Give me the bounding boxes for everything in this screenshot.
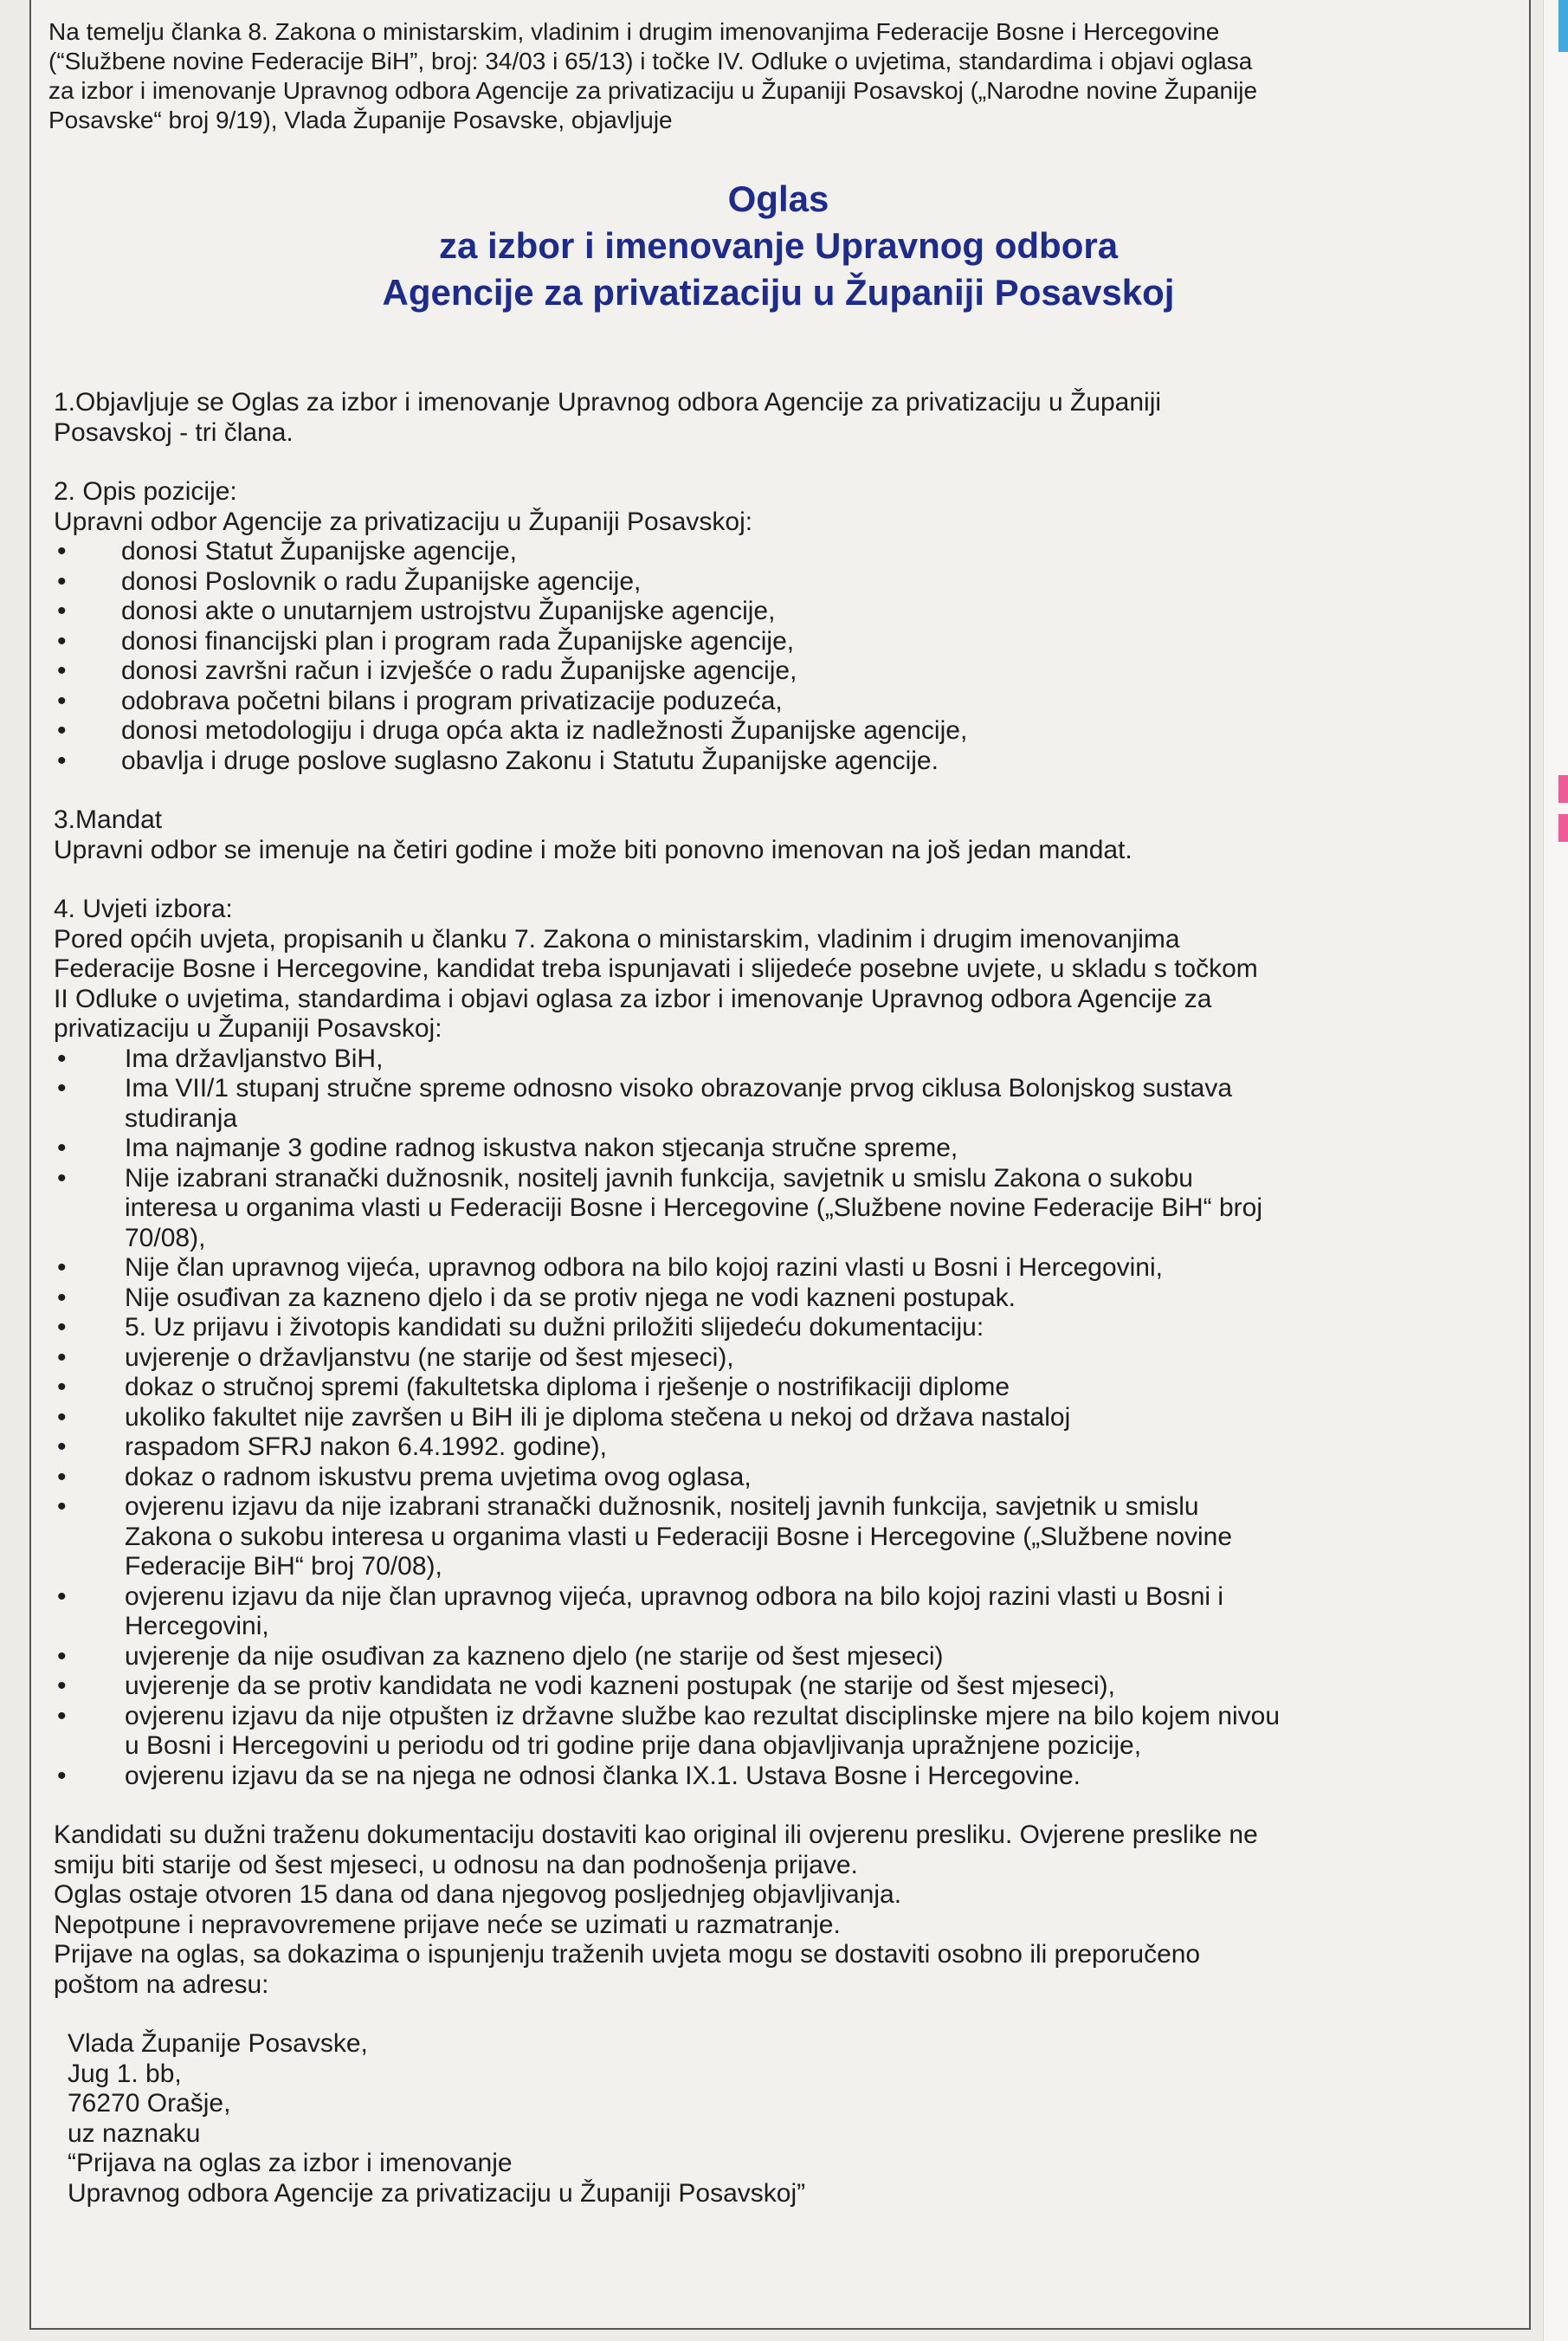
bullet: • (57, 716, 67, 745)
bullet: • (57, 1283, 67, 1312)
section-2-intro: Upravni odbor Agencije za privatizaciju u Županiji Posavskoj: (54, 507, 753, 536)
list-item-text: donosi Poslovnik o radu Županijske agencije, (121, 566, 642, 596)
list-item (54, 1432, 1526, 1463)
list-item-text: donosi metodologiju i druga opća akta iz nadležnosti Županijske agencije, (121, 716, 968, 745)
list-item-line: interesa u organima vlasti u Federaciji Bosne i Hercegovine („Službene novine Federacije BiH“ broj (125, 1193, 1262, 1222)
bullet: • (57, 566, 67, 596)
address-line: 76270 Orašje, (68, 2089, 231, 2118)
list-item-line: ovjerenu izjavu da se na njega ne odnosi članka IX.1. Ustava Bosne i Hercegovine. (125, 1761, 1081, 1790)
list-item-line: ukoliko fakultet nije završen u BiH ili je diploma stečena u nekoj od država nastaloj (125, 1402, 1071, 1432)
bullet: • (57, 686, 67, 715)
list-item (54, 597, 1526, 627)
closing-line: smiju biti starije od šest mjeseci, u odnosu na dan podnošenja prijave. (54, 1850, 858, 1879)
list-item (54, 1403, 1526, 1433)
intro-line: (“Službene novine Federacije BiH”, broj: 34/03 i 65/13) i točke IV. Odluke o uvjetima, standardima i objavi oglasa (48, 48, 1253, 74)
list-item (54, 1074, 1526, 1134)
duties-list (54, 537, 1526, 776)
intro-line: Posavske“ broj 9/19), Vlada Županije Posavske, objavljuje (48, 107, 673, 133)
title-line: Oglas (727, 178, 829, 219)
list-item-line: Nije osuđivan za kazneno djelo i da se protiv njega ne vodi kazneni postupak. (125, 1283, 1016, 1312)
list-item (54, 1582, 1526, 1642)
list-item-line: Ima VII/1 stupanj stručne spreme odnosno visoko obrazovanje prvog ciklusa Bolonjskog sustava (125, 1074, 1233, 1103)
list-item-line: Nije izabrani stranački dužnosnik, nositelj javnih funkcija, savjetnik u smislu Zakona o sukobu (125, 1163, 1193, 1193)
notice-body (54, 388, 1526, 2208)
bullet: • (57, 1462, 67, 1491)
section-4-line: Federacije Bosne i Hercegovine, kandidat treba ispunjavati i slijedeće posebne uvjete, u skladu s točkom (54, 954, 1258, 983)
bullet: • (57, 1402, 67, 1432)
section-4-line: II Odluke o uvjetima, standardima i objavi oglasa za izbor i imenovanje Upravnog odbora Agencije za (54, 984, 1212, 1013)
intro-line: Na temelju članka 8. Zakona o ministarskim, vladinim i drugim imenovanjima Federacije Bosne i Hercegovine (48, 18, 1220, 45)
section-2 (54, 477, 1526, 776)
title-line: za izbor i imenovanje Upravnog odbora (438, 225, 1119, 266)
address-line: Upravnog odbora Agencije za privatizaciju u Županiji Posavskoj” (68, 2178, 806, 2208)
list-item-line: uvjerenje o državljanstvu (ne starije od šest mjeseci), (125, 1342, 734, 1372)
list-item (54, 1672, 1526, 1702)
list-item (54, 1642, 1526, 1672)
closing-line: Nepotpune i nepravovremene prijave neće se uzimati u razmatranje. (54, 1910, 841, 1939)
color-tab-pink (1558, 775, 1568, 803)
list-item (54, 656, 1526, 687)
list-item (54, 1164, 1526, 1254)
bullet: • (57, 1641, 67, 1671)
section-4-line: Pored općih uvjeta, propisanih u članku 7. Zakona o ministarskim, vladinim i drugim imenovanjima (54, 924, 1180, 954)
section-4-line: privatizaciju u Županiji Posavskoj: (54, 1014, 442, 1043)
closing-paragraph (54, 1820, 1526, 2000)
closing-line: Prijave na oglas, sa dokazima o ispunjenju traženih uvjeta mogu se dostaviti osobno ili preporučeno (54, 1940, 1201, 1969)
list-item-text: odobrava početni bilans i program privatizacije poduzeća, (121, 686, 783, 715)
list-item-line: Ima državljanstvo BiH, (125, 1044, 384, 1073)
list-item-line: studiranja (125, 1103, 238, 1133)
address-line: uz naznaku (68, 2118, 201, 2148)
list-item (54, 537, 1526, 567)
bullet: • (57, 597, 67, 625)
bullet: • (57, 1432, 67, 1461)
bullet: • (57, 1373, 67, 1401)
list-item-line: Zakona o sukobu interesa u organima vlasti u Federaciji Bosne i Hercegovine („Službene novine (125, 1522, 1233, 1551)
list-item (54, 1253, 1526, 1284)
section-3-text: Upravni odbor se imenuje na četiri godine i može biti ponovno imenovan na još jedan mandat. (54, 835, 1132, 864)
list-item (54, 1343, 1526, 1374)
list-item (54, 1373, 1526, 1403)
list-item (54, 627, 1526, 657)
bullet: • (57, 1253, 67, 1282)
bullet: • (57, 1342, 67, 1372)
conditions-list (54, 1044, 1526, 1792)
list-item (54, 1134, 1526, 1164)
list-item-line: dokaz o radnom iskustvu prema uvjetima ovog oglasa, (125, 1462, 752, 1491)
list-item-line: ovjerenu izjavu da nije izabrani stranački dužnosnik, nositelj javnih funkcija, savjetnik u smislu (125, 1492, 1199, 1521)
bullet: • (57, 537, 67, 566)
bullet: • (57, 1701, 67, 1730)
list-item-text: donosi financijski plan i program rada Županijske agencije, (121, 626, 795, 656)
bullet: • (57, 1761, 67, 1790)
list-item-line: ovjerenu izjavu da nije otpušten iz državne službe kao rezultat disciplinske mjere na bilo kojem nivou (125, 1701, 1281, 1730)
list-item (54, 716, 1526, 747)
section-4 (54, 895, 1526, 1791)
bullet: • (57, 1134, 67, 1162)
list-item-line: Nije član upravnog vijeća, upravnog odbora na bilo kojoj razini vlasti u Bosni i Hercegovini, (125, 1253, 1163, 1282)
section-2-heading: 2. Opis pozicije: (54, 477, 237, 506)
address-line: Jug 1. bb, (68, 2059, 182, 2088)
list-item-line: u Bosni i Hercegovini u periodu od tri godine prije dana objavljivanja upražnjene pozicije, (125, 1731, 1142, 1760)
bullet: • (57, 626, 67, 656)
list-item (54, 1313, 1526, 1343)
list-item (54, 687, 1526, 717)
closing-line: Kandidati su dužni traženu dokumentaciju dostaviti kao original ili ovjerenu presliku. Ovjerene preslike ne (54, 1820, 1258, 1849)
address-line: “Prijava na oglas za izbor i imenovanje (68, 2149, 513, 2177)
bullet: • (57, 1044, 67, 1073)
list-item-line: Hercegovini, (125, 1612, 269, 1640)
list-item-line: ovjerenu izjavu da nije član upravnog vijeća, upravnog odbora na bilo kojoj razini vlasti u Bosni i (125, 1581, 1224, 1611)
list-item-line: 70/08), (125, 1223, 206, 1252)
bullet: • (57, 1313, 67, 1342)
color-tab-blue (1558, 0, 1568, 52)
list-item-text: obavlja i druge poslove suglasno Zakonu i Statutu Županijske agencije. (121, 746, 939, 775)
list-item (54, 1702, 1526, 1762)
intro-paragraph (48, 17, 1477, 135)
section-3 (54, 805, 1526, 865)
bullet: • (57, 746, 67, 775)
list-item-line: uvjerenje da nije osuđivan za kazneno djelo (ne starije od šest mjeseci) (125, 1641, 944, 1671)
bullet: • (57, 656, 67, 685)
bullet: • (57, 1163, 67, 1193)
color-tab-pink (1558, 814, 1568, 842)
page-edge (1543, 0, 1568, 2341)
list-item (54, 1044, 1526, 1075)
list-item-text: donosi završni račun i izvješće o radu Županijske agencije, (121, 656, 797, 685)
list-item-line: uvjerenje da se protiv kandidata ne vodi kazneni postupak (ne starije od šest mjeseci), (125, 1672, 1115, 1700)
list-item-line: 5. Uz prijavu i životopis kandidati su dužni priložiti slijedeću dokumentaciju: (125, 1313, 984, 1342)
bullet: • (57, 1672, 67, 1700)
title-line: Agencije za privatizaciju u Županiji Posavskoj (382, 272, 1175, 313)
notice-title (29, 176, 1527, 316)
bullet: • (57, 1074, 67, 1103)
list-item-line: Ima najmanje 3 godine radnog iskustva nakon stjecanja stručne spreme, (125, 1134, 958, 1162)
section-1-line: 1.Objavljuje se Oglas za izbor i imenovanje Upravnog odbora Agencije za privatizaciju u Županiji (54, 388, 1162, 417)
list-item-text: donosi akte o unutarnjem ustrojstvu Županijske agencije, (121, 597, 776, 625)
list-item (54, 567, 1526, 598)
list-item (54, 1762, 1526, 1792)
bullet: • (57, 1492, 67, 1521)
section-1-line: Posavskoj - tri člana. (54, 417, 294, 447)
address-line: Vlada Županije Posavske, (68, 2029, 368, 2058)
section-3-heading: 3.Mandat (54, 805, 163, 834)
list-item (54, 747, 1526, 777)
closing-line: Oglas ostaje otvoren 15 dana od dana njegovog posljednjeg objavljivanja. (54, 1880, 902, 1909)
list-item (54, 1284, 1526, 1314)
section-4-heading: 4. Uvjeti izbora: (54, 895, 233, 923)
bullet: • (57, 1581, 67, 1611)
list-item (54, 1463, 1526, 1493)
list-item-line: dokaz o stručnoj spremi (fakultetska diploma i rješenje o nostrifikaciji diplome (125, 1373, 1010, 1401)
list-item-line: raspadom SFRJ nakon 6.4.1992. godine), (125, 1432, 608, 1461)
list-item-text: donosi Statut Županijske agencije, (121, 537, 517, 566)
section-1 (54, 388, 1526, 448)
closing-line: poštom na adresu: (54, 1969, 269, 1999)
intro-line: za izbor i imenovanje Upravnog odbora Agencije za privatizaciju u Županiji Posavskoj („Narodne novine Županije (48, 77, 1258, 104)
list-item-line: Federacije BiH“ broj 70/08), (125, 1552, 442, 1581)
address-block (54, 2029, 1526, 2208)
list-item (54, 1492, 1526, 1582)
